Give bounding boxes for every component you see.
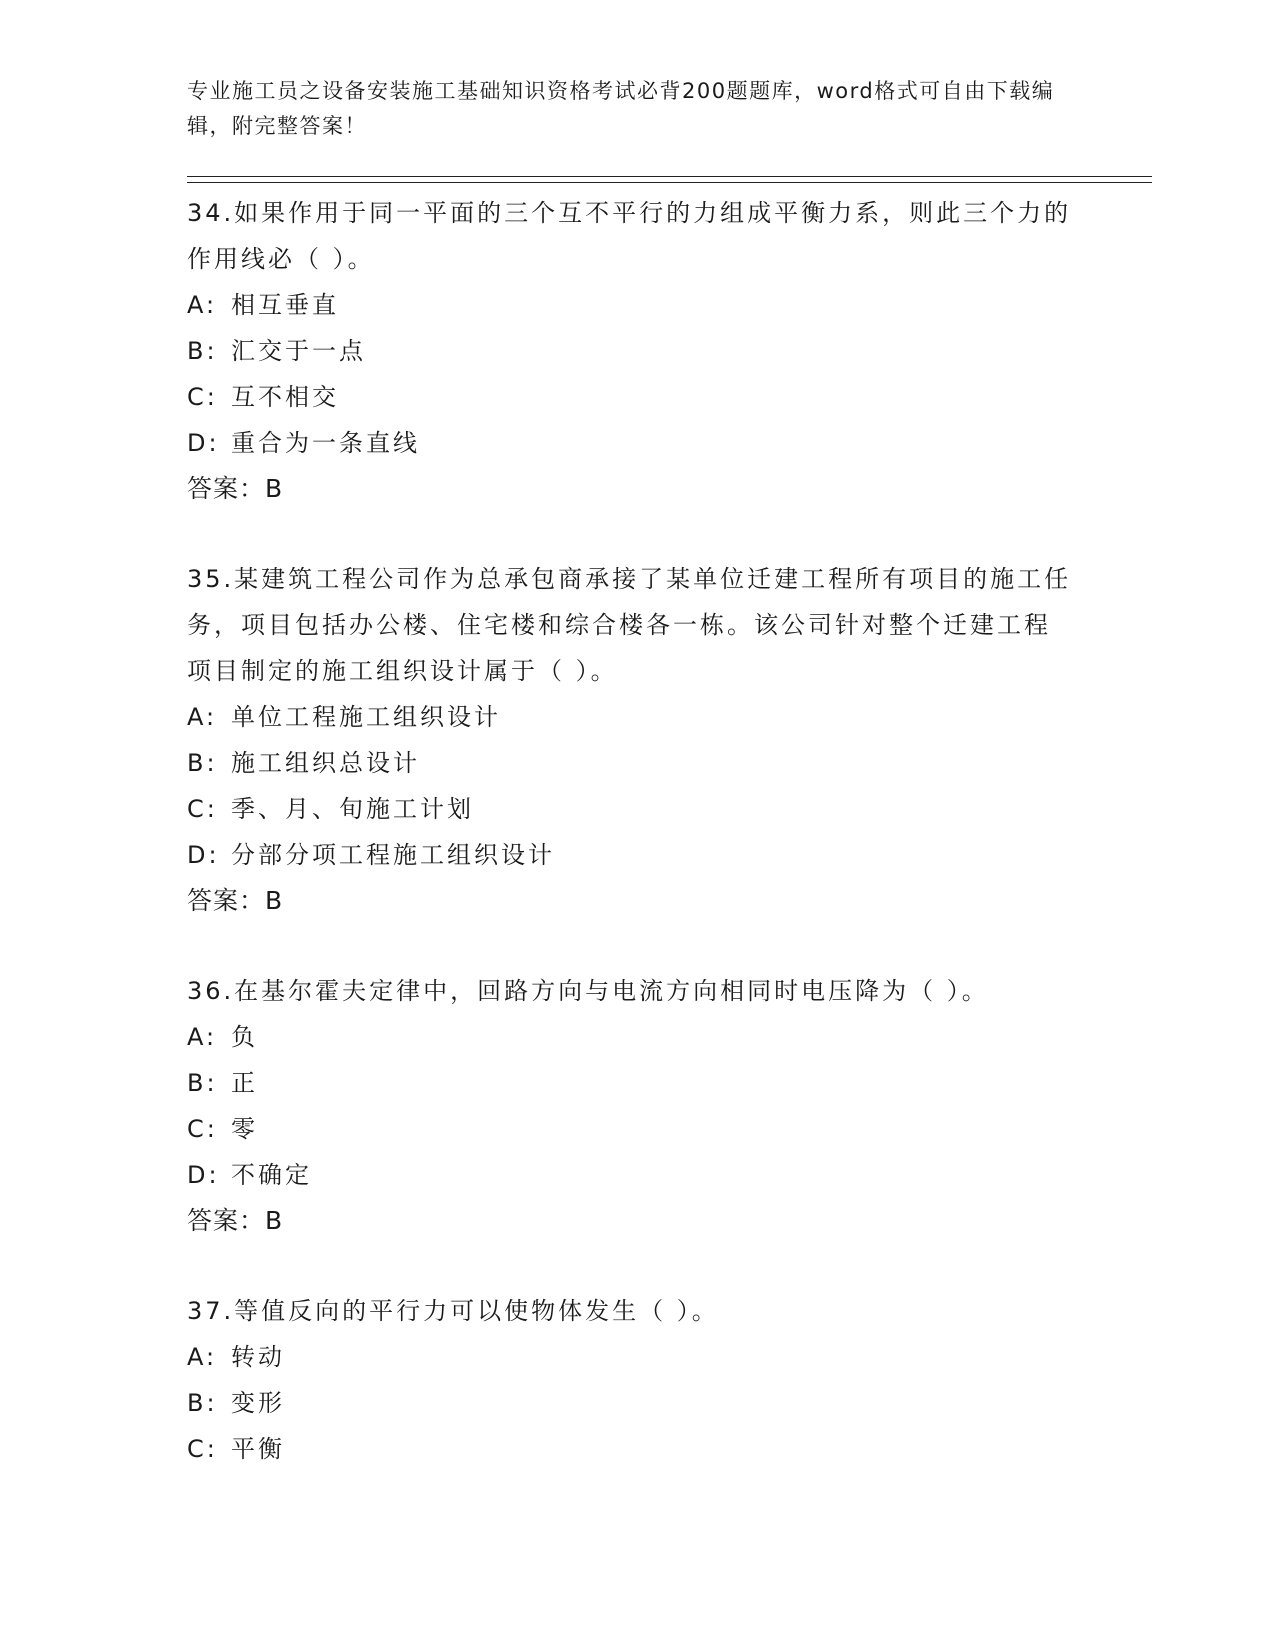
option-text: 变形 bbox=[231, 1389, 285, 1417]
option-d bbox=[187, 1152, 1077, 1198]
option-c bbox=[187, 1106, 1077, 1152]
option-c bbox=[187, 786, 1077, 832]
option-text: 相互垂直 bbox=[231, 291, 339, 319]
option-letter: D: bbox=[187, 841, 220, 869]
option-letter: A: bbox=[187, 291, 218, 319]
option-letter: B: bbox=[187, 1069, 218, 1097]
option-text: 负 bbox=[231, 1023, 258, 1051]
option-a bbox=[187, 1014, 1077, 1060]
answer-label: 答案：B bbox=[187, 1206, 284, 1235]
option-b bbox=[187, 1380, 1077, 1426]
question-35 bbox=[187, 556, 1077, 924]
option-letter: C: bbox=[187, 1115, 218, 1143]
option-text: 分部分项工程施工组织设计 bbox=[231, 841, 555, 869]
option-c bbox=[187, 1426, 1077, 1472]
option-b bbox=[187, 1060, 1077, 1106]
answer-label: 答案：B bbox=[187, 474, 284, 503]
option-letter: D: bbox=[187, 429, 220, 457]
option-text: 单位工程施工组织设计 bbox=[231, 703, 501, 731]
document-title: 专业施工员之设备安装施工基础知识资格考试必背200题题库，word格式可自由下载编辑，附完整答案！ bbox=[187, 79, 1055, 138]
option-letter: B: bbox=[187, 337, 218, 365]
question-36 bbox=[187, 968, 1077, 1244]
option-letter: B: bbox=[187, 749, 218, 777]
option-text: 重合为一条直线 bbox=[231, 429, 420, 457]
question-stem: 36.在基尔霍夫定律中，回路方向与电流方向相同时电压降为（ ）。 bbox=[187, 977, 989, 1005]
option-letter: C: bbox=[187, 1435, 218, 1463]
option-letter: A: bbox=[187, 1343, 218, 1371]
question-list bbox=[187, 190, 1077, 1516]
option-text: 零 bbox=[231, 1115, 258, 1143]
option-text: 正 bbox=[231, 1069, 258, 1097]
option-letter: B: bbox=[187, 1389, 218, 1417]
option-b bbox=[187, 740, 1077, 786]
answer-label: 答案：B bbox=[187, 886, 284, 915]
option-text: 不确定 bbox=[231, 1161, 312, 1189]
option-text: 季、月、旬施工计划 bbox=[231, 795, 474, 823]
question-stem: 37.等值反向的平行力可以使物体发生（ ）。 bbox=[187, 1297, 719, 1325]
option-c bbox=[187, 374, 1077, 420]
option-letter: D: bbox=[187, 1161, 220, 1189]
option-b bbox=[187, 328, 1077, 374]
option-a bbox=[187, 1334, 1077, 1380]
option-text: 转动 bbox=[231, 1343, 285, 1371]
option-a bbox=[187, 282, 1077, 328]
option-letter: A: bbox=[187, 1023, 218, 1051]
option-d bbox=[187, 832, 1077, 878]
option-text: 施工组织总设计 bbox=[231, 749, 420, 777]
question-34 bbox=[187, 190, 1077, 512]
option-d bbox=[187, 420, 1077, 466]
option-text: 互不相交 bbox=[231, 383, 339, 411]
option-letter: C: bbox=[187, 383, 218, 411]
option-text: 汇交于一点 bbox=[231, 337, 366, 365]
option-a bbox=[187, 694, 1077, 740]
question-stem: 34.如果作用于同一平面的三个互不平行的力组成平衡力系，则此三个力的作用线必（ ）。 bbox=[187, 199, 1072, 273]
question-stem: 35.某建筑工程公司作为总承包商承接了某单位迁建工程所有项目的施工任务，项目包括办公楼、住宅楼和综合楼各一栋。该公司针对整个迁建工程项目制定的施工组织设计属于（ ）。 bbox=[187, 565, 1072, 685]
option-letter: A: bbox=[187, 703, 218, 731]
option-text: 平衡 bbox=[231, 1435, 285, 1463]
question-37 bbox=[187, 1288, 1077, 1472]
option-letter: C: bbox=[187, 795, 218, 823]
header-rule-bottom bbox=[187, 182, 1152, 183]
header-rule-top bbox=[187, 176, 1152, 177]
